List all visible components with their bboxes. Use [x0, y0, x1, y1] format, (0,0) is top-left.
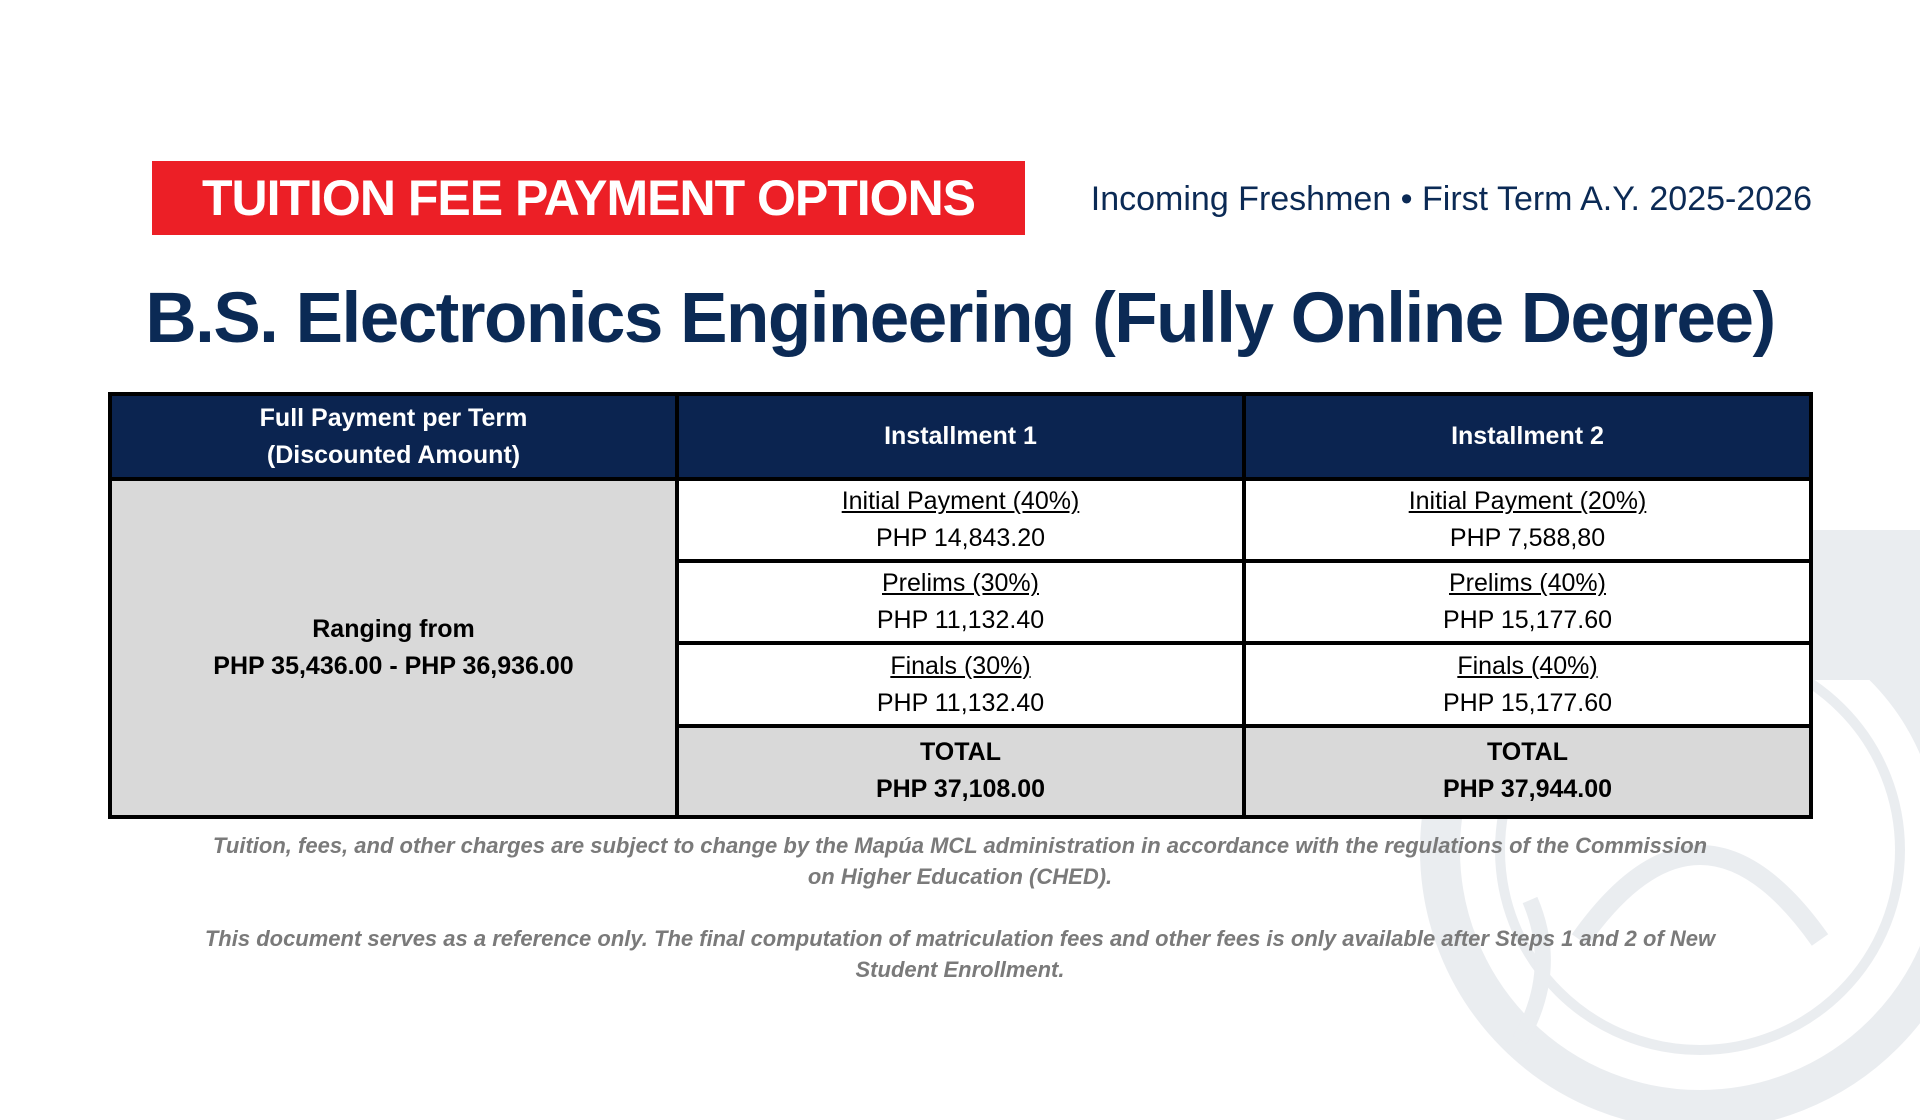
page-badge-title: TUITION FEE PAYMENT OPTIONS — [152, 161, 1025, 235]
inst1-finals-cell — [677, 643, 1244, 725]
inst2-initial-cell — [1244, 479, 1811, 561]
inst1-total-cell — [677, 726, 1244, 817]
header-full-payment — [110, 394, 677, 479]
inst2-finals-label: Finals (40%) — [1457, 651, 1598, 680]
inst2-initial-amount: PHP 7,588,80 — [1449, 524, 1606, 553]
inst2-total-amount: PHP 37,944.00 — [1442, 775, 1613, 804]
inst2-total-label: TOTAL — [1486, 738, 1568, 767]
inst1-initial-cell — [677, 479, 1244, 561]
disclaimer-notes — [200, 830, 1720, 1016]
header-installment-2: Installment 2 — [1244, 394, 1811, 479]
header-installment-1: Installment 1 — [677, 394, 1244, 479]
inst1-finals-amount: PHP 11,132.40 — [876, 688, 1045, 717]
inst1-prelims-amount: PHP 11,132.40 — [876, 606, 1045, 635]
inst1-total-amount: PHP 37,108.00 — [875, 775, 1046, 804]
full-payment-cell — [110, 479, 677, 817]
inst1-initial-label: Initial Payment (40%) — [841, 487, 1080, 516]
disclaimer-note-1: Tuition, fees, and other charges are subject to change by the Mapúa MCL administration in accordance with the regulations of the Commission on Higher Education (CHED). — [212, 833, 1708, 889]
inst1-initial-amount: PHP 14,843.20 — [875, 524, 1046, 553]
enrollment-subtitle: Incoming Freshmen • First Term A.Y. 2025-2026 — [1090, 179, 1812, 218]
header-full-payment-line1: Full Payment per Term — [259, 403, 528, 432]
table-row — [110, 479, 1811, 561]
inst2-prelims-label: Prelims (40%) — [1449, 569, 1606, 598]
inst2-finals-cell — [1244, 643, 1811, 725]
inst2-prelims-amount: PHP 15,177.60 — [1442, 606, 1613, 635]
inst1-prelims-label: Prelims (30%) — [882, 569, 1039, 598]
inst1-finals-label: Finals (30%) — [890, 651, 1031, 680]
program-title: B.S. Electronics Engineering (Fully Online Degree) — [145, 279, 1775, 358]
disclaimer-note-2: This document serves as a reference only. The final computation of matriculation fees and other fees is only available after Steps 1 and 2 of New Student Enrollment. — [204, 926, 1716, 982]
inst2-prelims-cell — [1244, 561, 1811, 643]
header-full-payment-line2: (Discounted Amount) — [266, 440, 521, 469]
inst2-total-cell — [1244, 726, 1811, 817]
inst2-initial-label: Initial Payment (20%) — [1408, 487, 1647, 516]
inst2-finals-amount: PHP 15,177.60 — [1442, 688, 1613, 717]
inst1-prelims-cell — [677, 561, 1244, 643]
table-header-row — [110, 394, 1811, 479]
full-payment-range: PHP 35,436.00 - PHP 36,936.00 — [213, 652, 574, 681]
full-payment-label: Ranging from — [312, 615, 475, 644]
inst1-total-label: TOTAL — [919, 738, 1001, 767]
payment-options-table — [108, 392, 1813, 819]
